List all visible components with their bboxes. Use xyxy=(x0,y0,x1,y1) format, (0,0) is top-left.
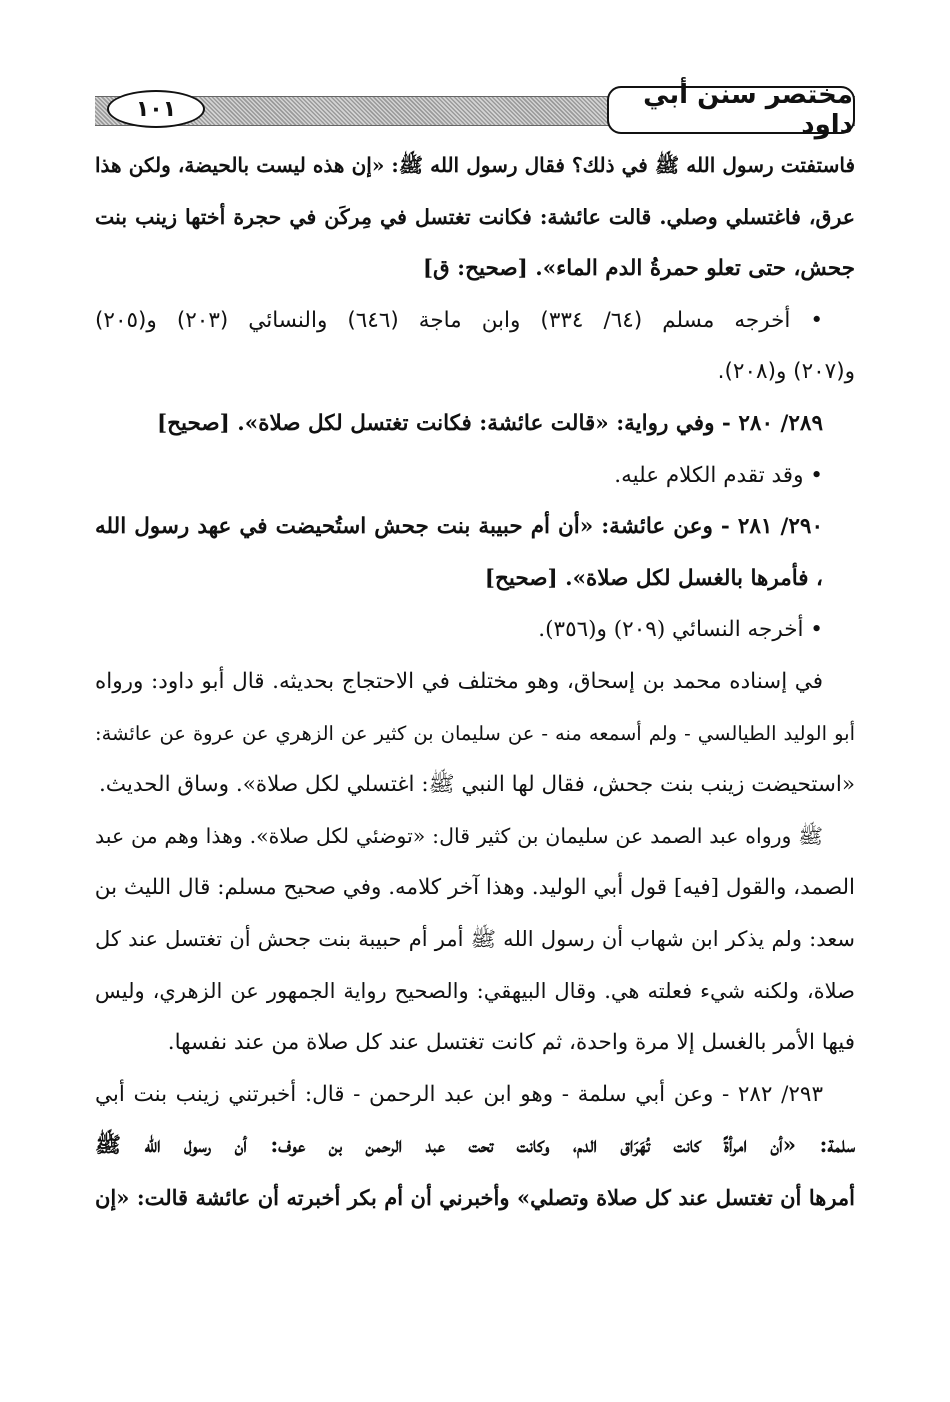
commentary-line: الصمد، والقول [فيه] قول أبي الوليد. وهذا آخر كلامه. وفي صحيح مسلم: قال الليث بن xyxy=(95,875,855,901)
page-header xyxy=(95,80,855,140)
book-title: مختصر سنن أبي داود xyxy=(607,86,855,134)
commentary-line: سعد: ولم يذكر ابن شهاب أن رسول الله ﷺ أمر أم حبيبة بنت جحش أن تغتسل عند كل xyxy=(95,926,855,951)
commentary-line: أبو الوليد الطيالسي - ولم أسمعه منه - عن سليمان بن كثير عن الزهري عن عروة عن عائشة: xyxy=(95,721,855,745)
text-line: جحش، حتى تعلو حمرةُ الدم الماء». [صحيح: ق] xyxy=(422,256,855,282)
takhrij-line: و(٢٠٧) و(٢٠٨). xyxy=(717,359,855,385)
commentary-line: فيها الأمر بالغسل إلا مرة واحدة، ثم كانت تغتسل عند كل صلاة من عند نفسها. xyxy=(167,1030,855,1056)
hadith-heading: ٢٩٣/ ٢٨٢ - وعن أبي سلمة - وهو ابن عبد الرحمن - قال: أخبرتني زينب بنت أبي xyxy=(95,1081,823,1107)
commentary-line: صلاة، ولكنه شيء فعلته هي. وقال البيهقي: والصحيح رواية الجمهور عن الزهري، وليس xyxy=(95,978,855,1003)
takhrij-line: • أخرجه مسلم (٦٤/ ٣٣٤) وابن ماجة (٦٤٦) والنسائي (٢٠٣) و(٢٠٥) xyxy=(95,307,824,333)
text-line: فاستفتت رسول الله ﷺ في ذلك؟ فقال رسول الله ﷺ: «إن هذه ليست بالحيضة، ولكن هذا xyxy=(95,153,855,177)
takhrij-line: • أخرجه النسائي (٢٠٩) و(٣٥٦). xyxy=(538,617,823,643)
commentary-line: «استحيضت زينب بنت جحش، فقال لها النبي ﷺ: اغتسلي لكل صلاة». وساق الحديث. xyxy=(98,772,855,798)
takhrij-line: • وقد تقدم الكلام عليه. xyxy=(614,462,823,488)
page-number: ١٠١ xyxy=(107,90,205,128)
hadith-heading: ٢٩٠/ ٢٨١ - وعن عائشة: «أن أم حبيبة بنت جحش استُحيضت في عهد رسول الله xyxy=(95,514,823,540)
page-body xyxy=(95,140,855,1223)
text-line: عرق، فاغتسلي وصلي. قالت عائشة: فكانت تغتسل في مِركَن في حجرة أختها زينب بنت xyxy=(95,204,855,229)
text-line: أمرها أن تغتسل عند كل صلاة وتصلي» وأخبرني أن أم بكر أخبرته أن عائشة قالت: «إن xyxy=(95,1184,855,1210)
text-line: سلمة: «أن امرأةً كانت تُهَرَاق الدم، وكانت تحت عبد الرحمن بن عوف: أن رسول الله ﷺ xyxy=(95,1133,855,1159)
hadith-heading: ٢٨٩/ ٢٨٠ - وفي رواية: «قالت عائشة: فكانت تغتسل لكل صلاة». [صحيح] xyxy=(156,410,823,436)
commentary-line: في إسناده محمد بن إسحاق، وهو مختلف في الاحتجاج بحديثه. قال أبو داود: ورواه xyxy=(95,668,823,694)
commentary-line: ﷺ ورواه عبد الصمد عن سليمان بن كثير قال: «توضئي لكل صلاة». وهذا وهم من عبد xyxy=(95,823,823,848)
text-line: ، فأمرها بالغسل لكل صلاة». [صحيح] xyxy=(484,565,823,591)
